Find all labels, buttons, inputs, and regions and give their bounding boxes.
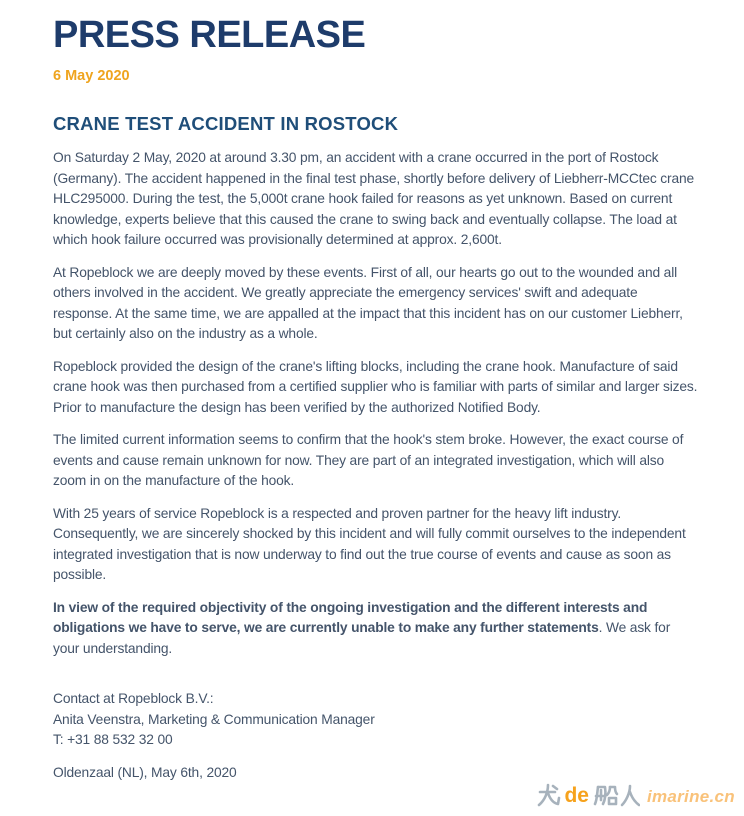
watermark-de-text: de — [564, 784, 589, 807]
article-headline: CRANE TEST ACCIDENT IN ROSTOCK — [53, 113, 399, 134]
body-paragraph-2: At Ropeblock we are deeply moved by these events. First of all, our hearts go out to the wounded and all others involved in the accident. We greatly appreciate the emergency services' swift and adequate response. At the same time, we are appalled at the impact that this incident has on our customer Liebherr, but certainly also on the industry as a whole. — [53, 264, 683, 341]
closing-statement-regular: . We ask for your understanding. — [53, 620, 671, 656]
body-paragraph-4: The limited current information seems to confirm that the hook's stem broke. However, the exact course of events and cause remain unknown for now. They are part of an integrated investigation, which will also zoom in on the manufacture of the hook. — [53, 432, 684, 488]
cn-characters-boat-person-icon — [592, 783, 640, 808]
cn-character-dragon-icon — [537, 783, 561, 808]
release-date: 6 May 2020 — [53, 68, 130, 84]
watermark-site-text: imarine.cn — [646, 787, 735, 806]
body-paragraph-1: On Saturday 2 May, 2020 at around 3.30 pm, an accident with a crane occurred in the port of Rostock (Germany). The accident happened in the final test phase, shortly before delivery of Liebherr-MCCtec crane HLC295000. During the test, the 5,000t crane hook failed for reasons as yet unknown. Based on current knowledge, experts believe that this caused the crane to swing back and eventually collapse. The load at which hook failure occurred was provisionally determined at approx. 2,600t. — [53, 150, 695, 247]
body-paragraph-3: Ropeblock provided the design of the crane's lifting blocks, including the crane hook. Manufacture of said crane hook was then purchased from a certified supplier who is familiar with parts of similar and larger sizes. Prior to manufacture the design has been verified by the authorized Notified Body. — [53, 358, 698, 415]
contact-person: Anita Veenstra, Marketing & Communication Manager — [53, 711, 375, 727]
contact-phone: T: +31 88 532 32 00 — [53, 732, 173, 747]
contact-heading: Contact at Ropeblock B.V.: — [53, 691, 214, 706]
dateline: Oldenzaal (NL), May 6th, 2020 — [53, 764, 237, 780]
body-paragraph-5: With 25 years of service Ropeblock is a respected and proven partner for the heavy lift industry. Consequently, we are sincerely shocked by this incident and will fully commit ourselves to the independent integrated investigation that is now underway to find out the true course of events and cause as soon as possible. — [53, 505, 686, 582]
page-title: PRESS RELEASE — [53, 14, 366, 56]
closing-statement-bold: In view of the required objectivity of the ongoing investigation and the different interests and obligations we have to serve, we are currently unable to make any further statements — [53, 599, 648, 635]
closing-statement-paragraph — [53, 598, 698, 660]
contact-block — [53, 689, 698, 751]
watermark — [537, 783, 735, 808]
